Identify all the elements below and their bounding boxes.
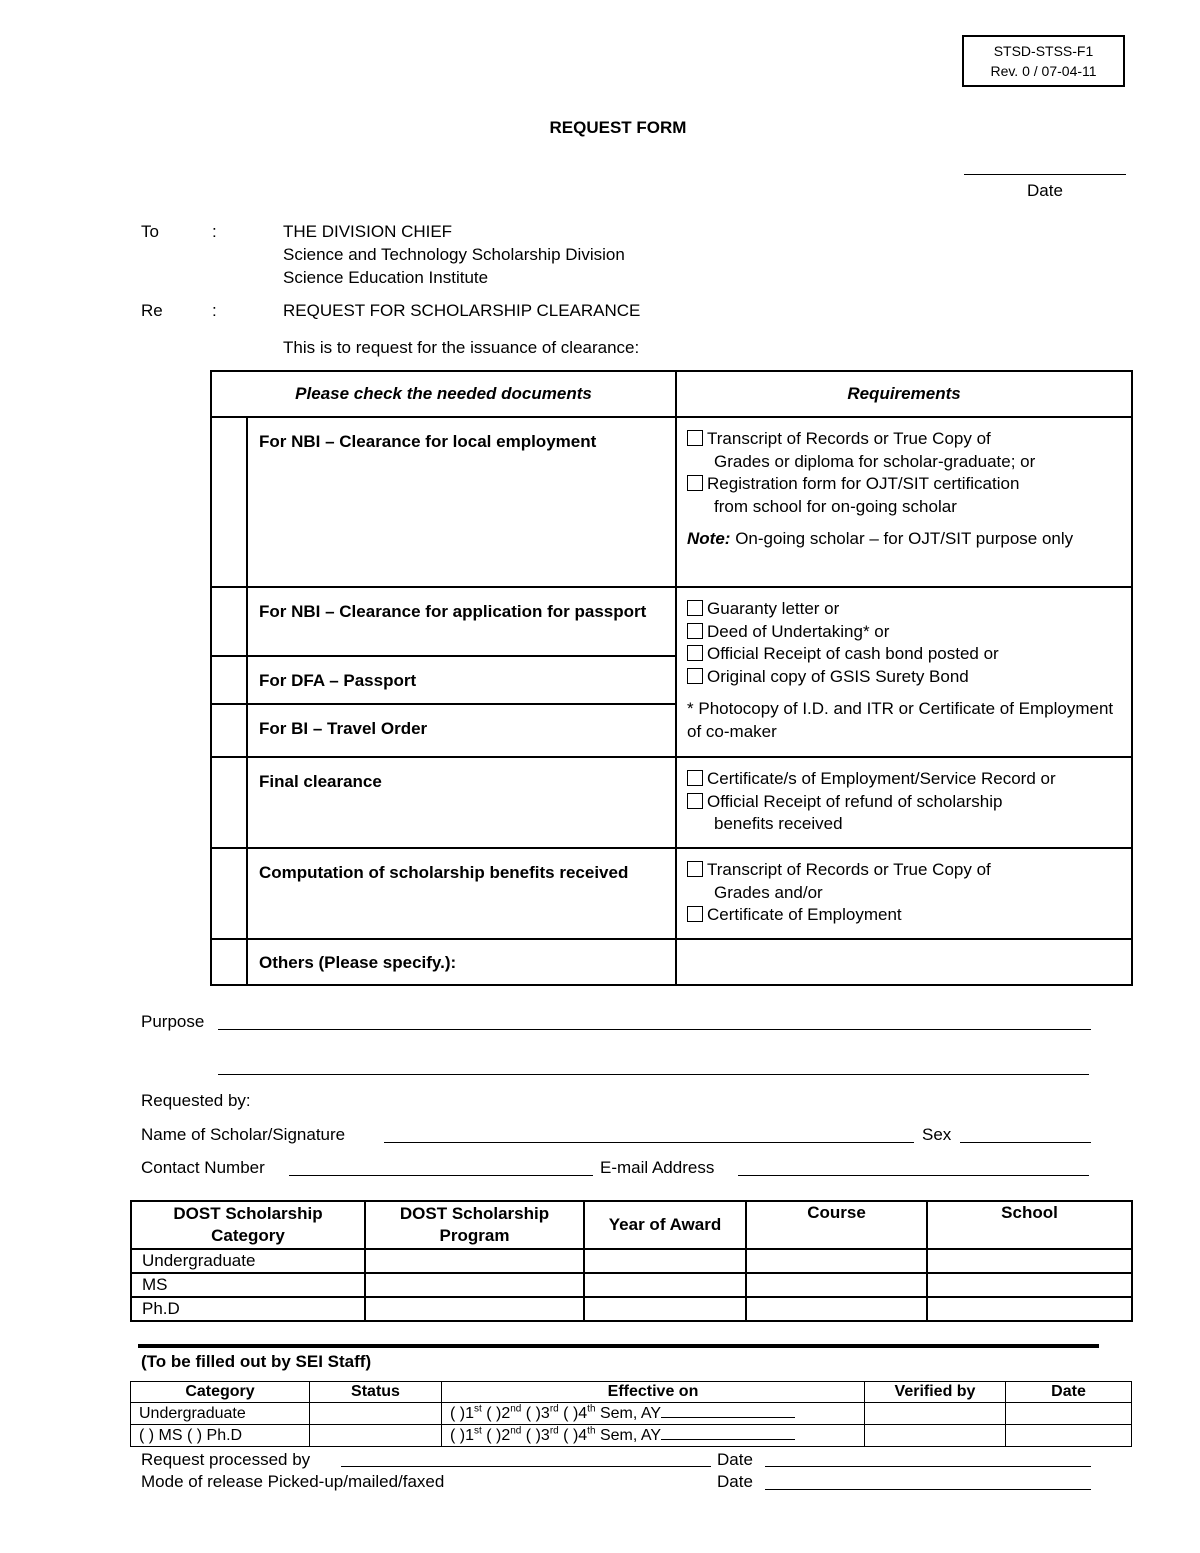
scholarship-header-row [131,1201,1132,1249]
semester-option[interactable]: ( )3 [521,1427,550,1444]
others-specify-field[interactable] [676,939,1132,985]
program-header: DOST Scholarship Program [365,1201,584,1249]
co-maker-note: * Photocopy of I.D. and ITR or Certificate of Employment of co-maker [687,699,1114,741]
semester-option[interactable]: ( )1 [450,1405,474,1422]
documents-table [210,370,1133,986]
email-line[interactable] [738,1175,1089,1176]
requirement-text: Guaranty letter or [707,599,840,618]
staff-date-header: Date [1006,1382,1132,1403]
purpose-label: Purpose [141,1012,205,1031]
documents-column-header: Please check the needed documents [211,371,676,417]
checkbox-icon[interactable] [687,475,703,491]
ordinal: nd [510,1403,522,1415]
final-clearance-checkbox[interactable] [211,757,247,848]
ay-line[interactable] [661,1403,795,1418]
staff-effective-header: Effective on [442,1382,865,1403]
school-cell[interactable] [927,1273,1132,1297]
nbi-local-requirements [676,417,1132,587]
purpose-line-1[interactable] [218,1029,1091,1030]
date-field[interactable] [964,168,1126,201]
dfa-passport-checkbox[interactable] [211,656,247,704]
final-clearance-label: Final clearance [247,757,676,848]
requested-by-label: Requested by: [141,1091,251,1110]
semester-option[interactable]: ( )4 [558,1405,588,1422]
course-cell[interactable] [746,1273,927,1297]
re-label: Re [141,301,163,320]
document-code: STSD-STSS-F1 [993,43,1094,59]
processed-by-label: Request processed by [141,1450,311,1469]
school-cell[interactable] [927,1297,1132,1321]
dfa-passport-label: For DFA – Passport [247,656,676,704]
document-id-box [962,35,1125,87]
bi-travel-label: For BI – Travel Order [247,704,676,757]
note [687,528,1121,551]
staff-category-cell: Undergraduate [131,1403,310,1425]
to-label: To [141,222,159,241]
requirement-text: Transcript of Records or True Copy of [707,860,991,879]
checkbox-icon[interactable] [687,906,703,922]
note-label: Note: [687,529,731,548]
category-header: DOST Scholarship Category [131,1201,365,1249]
year-cell[interactable] [584,1249,746,1273]
table-row [131,1425,1132,1447]
program-cell[interactable] [365,1249,584,1273]
checkbox-icon[interactable] [687,770,703,786]
school-header: School [927,1201,1132,1249]
requirement-text: Official Receipt of refund of scholarship [707,791,1003,811]
scholarship-table [130,1200,1133,1322]
processed-by-line[interactable] [341,1466,711,1467]
requirement-text: Registration form for OJT/SIT certification [707,474,1020,493]
ordinal: st [474,1403,482,1415]
requirement-text: Grades or diploma for scholar-graduate; or [714,451,1036,471]
name-signature-line[interactable] [384,1142,914,1143]
to-colon: : [212,222,217,241]
final-clearance-requirements [676,757,1132,848]
program-cell[interactable] [365,1273,584,1297]
intro-text: This is to request for the issuance of clearance: [283,338,640,357]
ay-line[interactable] [661,1425,795,1440]
note-text: On-going scholar – for OJT/SIT purpose only [730,529,1074,548]
table-row [131,1403,1132,1425]
semester-ay-label: Sem, AY [595,1405,662,1422]
year-cell[interactable] [584,1273,746,1297]
computation-row [211,848,1132,939]
release-date-line[interactable] [765,1489,1091,1490]
contact-number-line[interactable] [289,1175,593,1176]
course-header: Course [746,1201,927,1249]
staff-effective-cell[interactable] [442,1403,865,1425]
semester-option[interactable]: ( )2 [481,1427,511,1444]
computation-label: Computation of scholarship benefits received [247,848,676,939]
nbi-local-row [211,417,1132,587]
course-cell[interactable] [746,1297,927,1321]
processed-date-label: Date [717,1450,753,1469]
mode-of-release-label: Mode of release Picked-up/mailed/faxed [141,1472,445,1491]
others-row [211,939,1132,985]
staff-effective-cell[interactable] [442,1425,865,1447]
ordinal: nd [510,1425,522,1437]
staff-status-cell[interactable] [310,1403,442,1425]
recipient-title: THE DIVISION CHIEF [283,222,453,241]
form-title: REQUEST FORM [549,118,687,137]
semester-ay-label: Sem, AY [595,1427,662,1444]
staff-verified-header: Verified by [865,1382,1006,1403]
checkbox-icon[interactable] [687,623,703,639]
checkbox-icon[interactable] [687,600,703,616]
name-signature-label: Name of Scholar/Signature [141,1125,346,1144]
staff-status-header: Status [310,1382,442,1403]
year-header: Year of Award [584,1201,746,1249]
requirement-text: benefits received [714,814,843,833]
ordinal: rd [549,1425,559,1437]
documents-header-row [211,371,1132,417]
staff-table [130,1381,1132,1447]
semester-option[interactable]: ( )3 [521,1405,550,1422]
email-label: E-mail Address [600,1158,715,1177]
ordinal: th [587,1425,596,1437]
requirement-text: Grades and/or [714,882,823,902]
release-date-label: Date [717,1472,753,1491]
subject: REQUEST FOR SCHOLARSHIP CLEARANCE [283,301,641,320]
ordinal: st [474,1425,482,1437]
staff-section-heading: (To be filled out by SEI Staff) [141,1352,372,1371]
staff-status-cell[interactable] [310,1425,442,1447]
requirement-text: Deed of Undertaking* or [707,621,890,641]
requirement-text: from school for on-going scholar [714,496,957,516]
course-cell[interactable] [746,1249,927,1273]
program-cell[interactable] [365,1297,584,1321]
table-row [131,1297,1132,1321]
contact-number-label: Contact Number [141,1158,265,1177]
others-label: Others (Please specify.): [247,939,676,985]
category-cell: Ph.D [131,1297,365,1321]
checkbox-icon[interactable] [687,645,703,661]
computation-requirements [676,848,1132,939]
nbi-passport-label: For NBI – Clearance for application for passport [247,587,676,656]
requirements-column-header: Requirements [676,371,1132,417]
checkbox-icon[interactable] [687,430,703,446]
ordinal: rd [549,1403,559,1415]
nbi-local-checkbox[interactable] [211,417,247,587]
nbi-passport-checkbox[interactable] [211,587,247,656]
staff-date-cell[interactable] [1006,1425,1132,1447]
others-checkbox[interactable] [211,939,247,985]
nbi-local-label: For NBI – Clearance for local employment [247,417,676,587]
category-cell: Undergraduate [131,1249,365,1273]
staff-date-cell[interactable] [1006,1403,1132,1425]
table-row [131,1249,1132,1273]
sex-line[interactable] [960,1142,1091,1143]
requirement-text: Certificate of Employment [707,905,902,924]
document-revision: Rev. 0 / 07-04-11 [990,63,1097,79]
bi-travel-checkbox[interactable] [211,704,247,757]
requirement-text: Original copy of GSIS Surety Bond [707,666,969,686]
recipient-institute: Science Education Institute [283,268,489,287]
ordinal: th [587,1403,596,1415]
passport-requirements [676,587,1132,757]
staff-verified-cell[interactable] [865,1425,1006,1447]
semester-option[interactable]: ( )1 [450,1427,474,1444]
computation-checkbox[interactable] [211,848,247,939]
recipient-division: Science and Technology Scholarship Division [283,245,625,264]
section-divider [138,1344,1099,1348]
final-clearance-row [211,757,1132,848]
checkbox-icon[interactable] [687,861,703,877]
school-cell[interactable] [927,1249,1132,1273]
requirement-text: Official Receipt of cash bond posted or [707,644,999,663]
checkbox-icon[interactable] [687,793,703,809]
year-cell[interactable] [584,1297,746,1321]
staff-category-header: Category [131,1382,310,1403]
semester-option[interactable]: ( )4 [558,1427,588,1444]
category-cell: MS [131,1273,365,1297]
processed-date-line[interactable] [765,1466,1091,1467]
staff-header-row [131,1382,1132,1403]
checkbox-icon[interactable] [687,668,703,684]
semester-option[interactable]: ( )2 [481,1405,511,1422]
requirement-text: Certificate/s of Employment/Service Record or [707,769,1056,788]
sex-label: Sex [922,1125,952,1144]
re-colon: : [212,301,217,320]
purpose-line-2[interactable] [218,1074,1089,1075]
table-row [131,1273,1132,1297]
staff-verified-cell[interactable] [865,1403,1006,1425]
nbi-passport-row [211,587,1132,656]
date-label: Date [1027,181,1063,200]
requirement-text: Transcript of Records or True Copy of [707,429,991,448]
staff-category-cell: ( ) MS ( ) Ph.D [131,1425,310,1447]
